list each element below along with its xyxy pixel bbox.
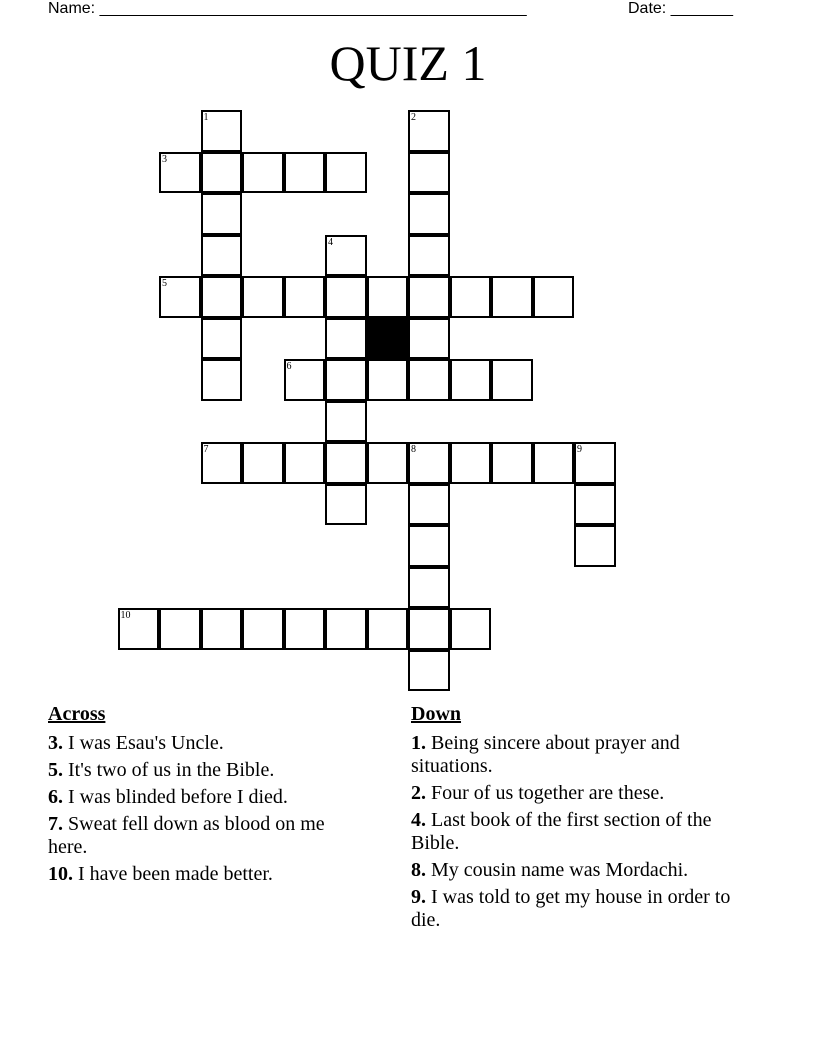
answer-cell[interactable] [408,359,450,401]
clue-text: I was told to get my house in order to die. [411,886,731,931]
answer-cell[interactable] [408,110,450,152]
down-heading: Down [411,703,462,725]
across-heading: Across [48,703,106,725]
down-clue [411,782,751,805]
down-clue [411,809,751,855]
clue-number: 2. [411,782,426,804]
clue-text: Four of us together are these. [431,782,665,804]
clue-text: My cousin name was Mordachi. [431,859,689,881]
clue-number: 7 [203,444,209,455]
answer-cell[interactable] [325,401,367,443]
answer-cell[interactable] [367,276,409,318]
clue-number: 8 [411,444,416,455]
answer-cell[interactable] [574,442,616,484]
answer-cell[interactable] [201,276,243,318]
clue-text: Last book of the first section of the Bible. [411,809,712,854]
answer-cell[interactable] [284,608,326,650]
answer-cell[interactable] [242,152,284,194]
name-field[interactable]: Name: ________________________________________________ [48,0,527,17]
answer-cell[interactable] [367,442,409,484]
answer-cell[interactable] [325,318,367,360]
answer-cell[interactable] [325,359,367,401]
clue-number: 4. [411,809,426,831]
clue-number: 3 [162,153,167,165]
clue-text: Sweat fell down as blood on me here. [48,813,325,858]
across-clue [48,786,368,809]
answer-cell[interactable] [201,318,243,360]
answer-cell[interactable] [408,318,450,360]
answer-cell[interactable] [408,193,450,235]
answer-cell[interactable] [325,442,367,484]
answer-cell[interactable] [201,152,243,194]
clue-number: 4 [328,236,333,248]
clue-number: 3. [48,732,63,754]
answer-cell[interactable] [574,484,616,526]
down-clues [411,703,751,936]
answer-cell[interactable] [408,567,450,609]
clue-number: 10 [120,610,131,621]
answer-cell[interactable] [325,235,367,277]
answer-cell[interactable] [325,276,367,318]
clue-number: 9. [411,886,426,908]
answer-cell[interactable] [450,608,492,650]
clue-text: It's two of us in the Bible. [68,759,275,781]
answer-cell[interactable] [159,608,201,650]
across-clues [48,703,368,890]
answer-cell[interactable] [201,359,243,401]
answer-cell[interactable] [408,650,450,692]
answer-cell[interactable] [533,442,575,484]
answer-cell[interactable] [325,152,367,194]
clue-number: 1. [411,732,426,754]
answer-cell[interactable] [408,276,450,318]
clue-text: I have been made better. [78,863,273,885]
answer-cell[interactable] [284,276,326,318]
down-clue [411,859,751,882]
answer-cell[interactable] [118,608,160,650]
answer-cell[interactable] [242,442,284,484]
blocked-cell [367,318,409,360]
answer-cell[interactable] [242,276,284,318]
answer-cell[interactable] [574,525,616,567]
clue-number: 1 [203,112,209,123]
answer-cell[interactable] [408,484,450,526]
clue-number: 6 [286,361,292,372]
answer-cell[interactable] [242,608,284,650]
clue-number: 5 [162,278,167,289]
down-clue [411,886,751,932]
answer-cell[interactable] [450,276,492,318]
answer-cell[interactable] [201,110,243,152]
answer-cell[interactable] [325,608,367,650]
answer-cell[interactable] [367,359,409,401]
answer-cell[interactable] [325,484,367,526]
answer-cell[interactable] [408,608,450,650]
answer-cell[interactable] [159,276,201,318]
page-title: QUIZ 1 [329,35,487,91]
down-clue [411,732,751,778]
answer-cell[interactable] [408,525,450,567]
answer-cell[interactable] [284,442,326,484]
answer-cell[interactable] [201,193,243,235]
answer-cell[interactable] [201,442,243,484]
clue-text: I was Esau's Uncle. [68,732,224,754]
answer-cell[interactable] [491,359,533,401]
clue-number: 5. [48,759,63,781]
answer-cell[interactable] [408,442,450,484]
answer-cell[interactable] [284,359,326,401]
clue-number: 6. [48,786,63,808]
clue-text: I was blinded before I died. [68,786,288,808]
clue-number: 10. [48,863,73,885]
answer-cell[interactable] [408,152,450,194]
clue-number: 2 [411,112,416,123]
answer-cell[interactable] [367,608,409,650]
across-clue [48,732,368,755]
answer-cell[interactable] [491,442,533,484]
answer-cell[interactable] [408,235,450,277]
date-field[interactable]: Date: _______ [628,0,733,17]
answer-cell[interactable] [201,235,243,277]
answer-cell[interactable] [450,442,492,484]
answer-cell[interactable] [533,276,575,318]
answer-cell[interactable] [201,608,243,650]
clue-text: Being sincere about prayer and situations. [411,732,680,777]
clue-number: 7. [48,813,63,835]
answer-cell[interactable] [491,276,533,318]
across-clue [48,813,368,859]
clue-number: 9 [577,444,582,455]
answer-cell[interactable] [284,152,326,194]
answer-cell[interactable] [159,152,201,194]
answer-cell[interactable] [450,359,492,401]
clue-number: 8. [411,859,426,881]
across-clue [48,863,368,886]
across-clue [48,759,368,782]
